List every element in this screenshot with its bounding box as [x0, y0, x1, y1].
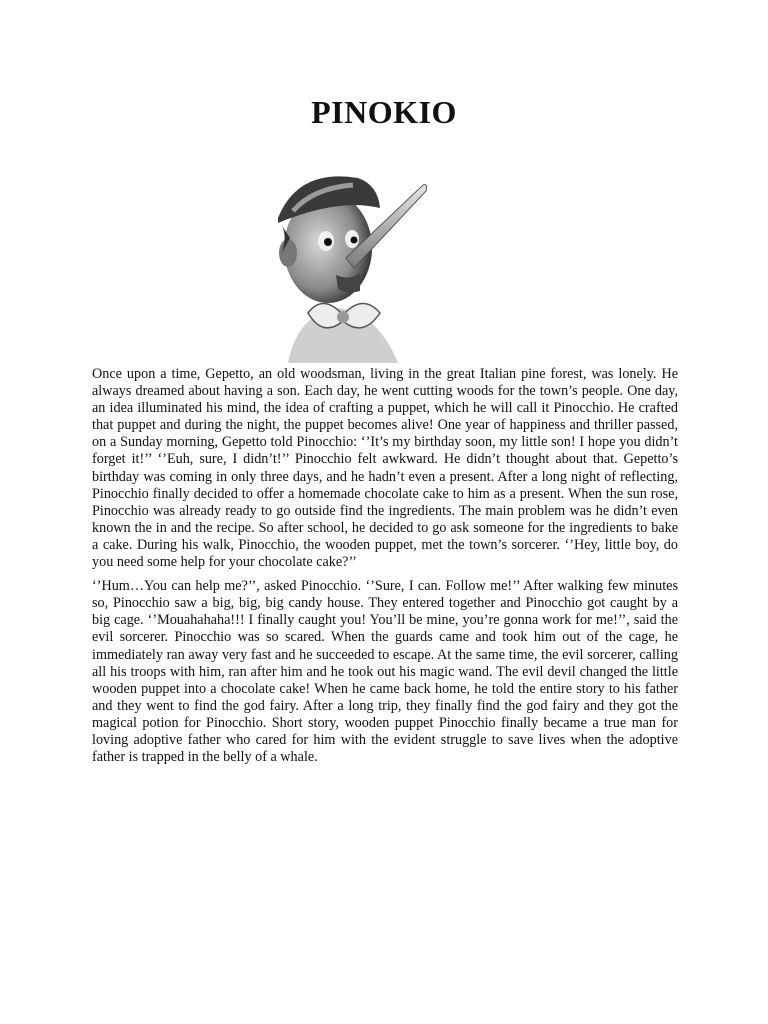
document-title: PINOKIO: [311, 94, 457, 130]
paragraph: ‘’Hum…You can help me?’’, asked Pinocchio. ‘’Sure, I can. Follow me!’’ After walking few minutes so, Pinocchio saw a big, big, big candy house. They entered together and Pinocchio got caught by a big cage. ‘’Mouahahaha!!! I finally caught you! You’ll be mine, you’re gonna work for me!’’, said the evil sorcerer. Pinocchio was so scared. When the guards came and took him out of the cage, he immediately ran away very fast and he succeeded to escape. At the same time, the evil sorcerer, calling all his troops with him, ran after him and he took out his magic wand. The evil devil changed the little wooden puppet into a chocolate cake! When he came back home, he told the entire story to his father and they went to find the god fairy. After a long trip, they finally find the god fairy and they got the magical potion for Pinocchio. Short story, wooden puppet Pinocchio finally became a true man for loving adoptive father who cared for him with the evident struggle to save lives when the adoptive father is trapped in the belly of a whale.: [92, 578, 678, 766]
paragraph: Once upon a time, Gepetto, an old woodsman, living in the great Italian pine forest, was lonely. He always dreamed about having a son. Each day, he went cutting woods for the town’s people. One day, an idea illuminated his mind, the idea of crafting a puppet, which he will call it Pinocchio. He crafted that puppet and during the night, the puppet becomes alive! One year of happiness and thriller passed, on a Sunday morning, Gepetto told Pinocchio: ‘’It’s my birthday soon, my little son! I hope you didn’t forget it!’’ ‘’Euh, sure, I didn’t!’’ Pinocchio felt awkward. He didn’t thought about that. Gepetto’s birthday was coming in only three days, and he hadn’t even a present. After a long night of reflecting, Pinocchio finally decided to offer a homemade chocolate cake to him as a present. When the sun rose, Pinocchio was already ready to go outside find the ingredients. The main problem was he didn’t even known the in and the recipe. So after school, he decided to go ask someone for the ingredients to bake a cake. During his walk, Pinocchio, the wooden puppet, met the town’s sorcerer. ‘’Hey, little boy, do you need some help for your chocolate cake?’’: [92, 366, 678, 571]
story-text: [92, 366, 678, 773]
pinocchio-illustration: [268, 163, 428, 363]
